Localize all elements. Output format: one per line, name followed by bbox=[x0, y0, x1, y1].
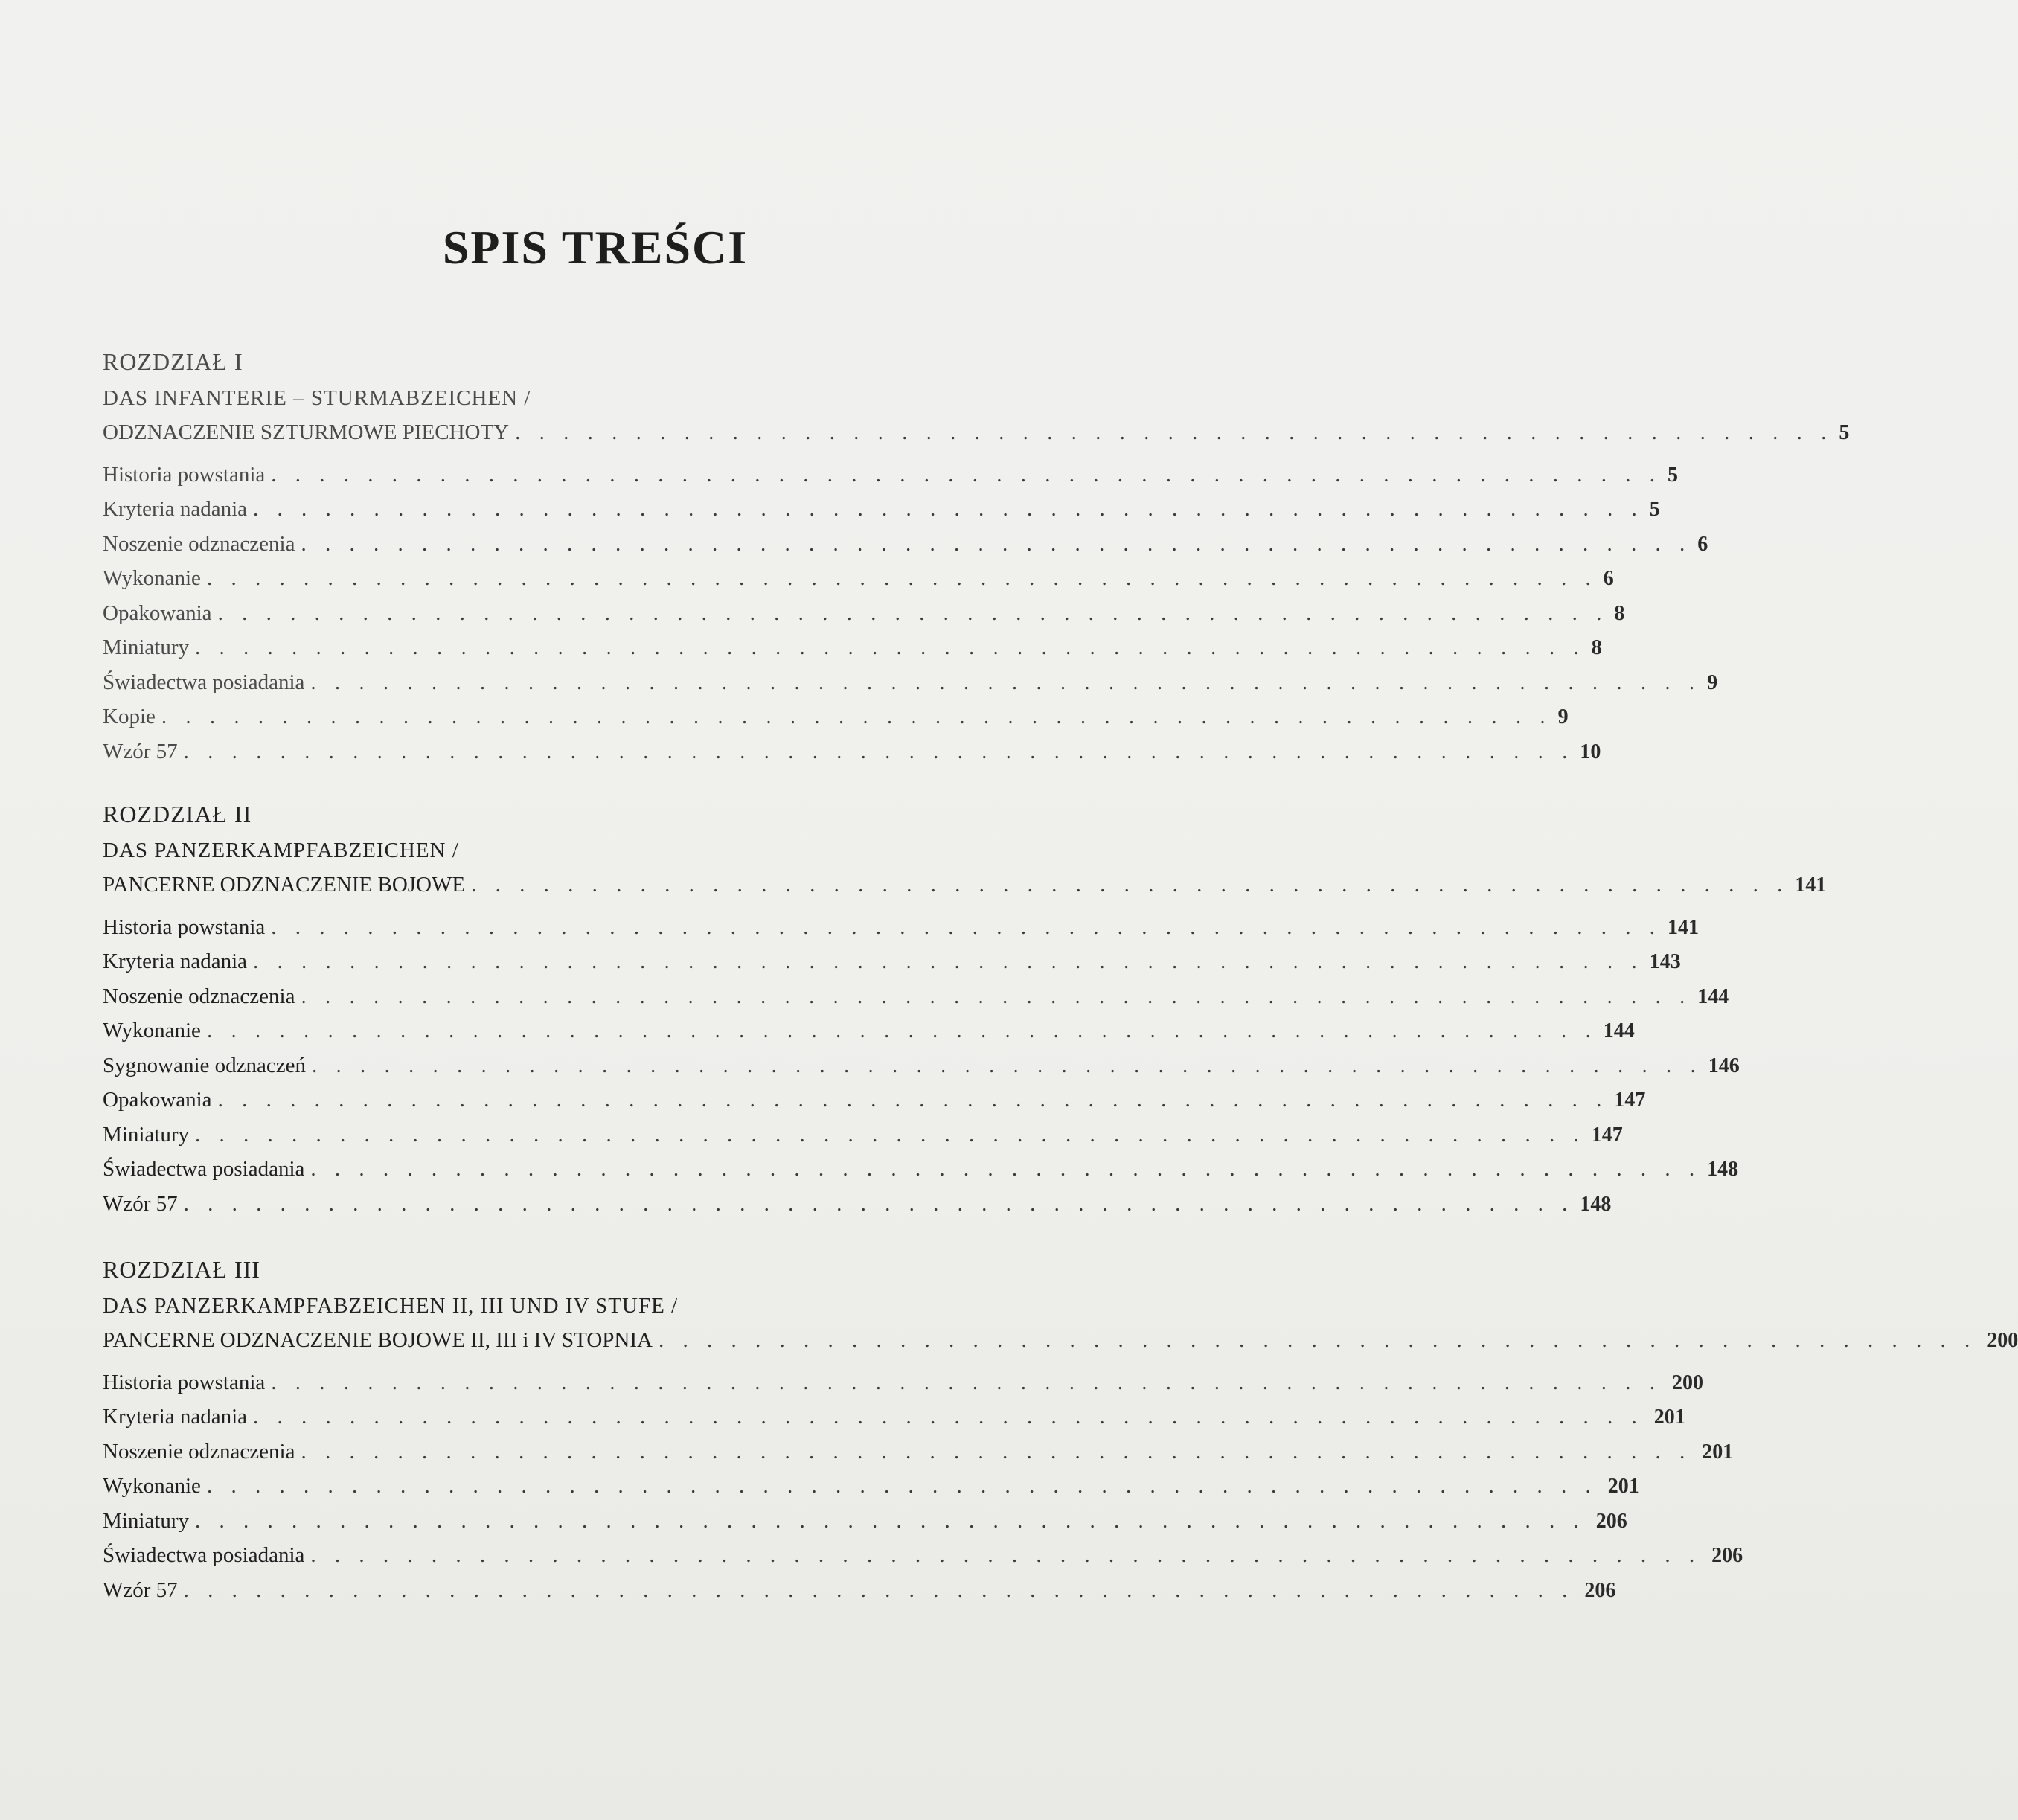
toc-entry-page-number: 201 bbox=[1702, 1440, 1734, 1464]
toc-entry-page-number: 5 bbox=[1668, 463, 1679, 487]
toc-entry bbox=[103, 1152, 1739, 1187]
entry-list bbox=[103, 1365, 1743, 1608]
toc-entry-label: Historia powstania bbox=[103, 462, 266, 487]
chapter-title-row bbox=[103, 415, 1850, 450]
toc-entry bbox=[103, 910, 1700, 945]
toc-entry bbox=[103, 699, 1569, 734]
chapter-title-line-1: DAS PANZERKAMPFABZEICHEN / bbox=[103, 839, 459, 862]
toc-entry bbox=[103, 1083, 1646, 1118]
toc-entry-page-number: 9 bbox=[1557, 705, 1569, 728]
toc-entry bbox=[103, 1013, 1635, 1048]
toc-entry-page-number: 147 bbox=[1591, 1123, 1623, 1147]
chapter-label: ROZDZIAŁ I bbox=[103, 348, 243, 375]
toc-entry bbox=[103, 979, 1729, 1014]
entry-list bbox=[103, 458, 1718, 769]
toc-entry-label: Sygnowanie odznaczeń bbox=[103, 1053, 306, 1077]
toc-entry bbox=[103, 1469, 1639, 1504]
toc-entry-label: Wzór 57 bbox=[103, 1577, 178, 1602]
chapter-section bbox=[103, 1250, 2018, 1607]
page-title: SPIS TREŚCI bbox=[442, 221, 749, 274]
toc-entry-page-number: 148 bbox=[1580, 1192, 1612, 1216]
toc-entry-label: Historia powstania bbox=[103, 914, 266, 939]
leader-dots: . . . . . . . . . . . . . . . . . . . . . . . . . . . . . . . . . . . . . . . . . . . . . . . . . . . . . . . . . . bbox=[206, 566, 1598, 590]
chapter-title-line-1: DAS INFANTERIE – STURMABZEICHEN / bbox=[103, 386, 531, 410]
leader-dots: . . . . . . . . . . . . . . . . . . . . . . . . . . . . . . . . . . . . . . . . . . . . . . . . . . . . . . . . . . bbox=[161, 705, 1552, 728]
toc-entry-label: Świadectwa posiadania bbox=[103, 1543, 305, 1567]
toc-entry bbox=[103, 734, 1601, 769]
toc-entry-label: Wzór 57 bbox=[103, 739, 178, 763]
leader-dots: . . . . . . . . . . . . . . . . . . . . . . . . . . . . . . . . . . . . . . . . . . . . . . . . . . . . . . . . . . bbox=[253, 949, 1644, 973]
toc-entry bbox=[103, 630, 1602, 665]
toc-entry-label: Miniatury bbox=[103, 1122, 189, 1147]
chapter-title-line-2: ODZNACZENIE SZTURMOWE PIECHOTY bbox=[103, 420, 510, 444]
leader-dots: . . . . . . . . . . . . . . . . . . . . . . . . . . . . . . . . . . . . . . . . . . . . . . . . . . . . . . . . . . bbox=[310, 670, 1702, 694]
leader-dots: . . . . . . . . . . . . . . . . . . . . . . . . . . . . . . . . . . . . . . . . . . . . . . . . . . . . . . . . . . bbox=[253, 1405, 1644, 1429]
toc-entry bbox=[103, 665, 1718, 700]
leader-dots: . . . . . . . . . . . . . . . . . . . . . . . . . . . . . . . . . . . . . . . . . . . . . . . . . . . . . . . . . . bbox=[301, 1439, 1692, 1464]
toc-entry-label: Świadectwa posiadania bbox=[103, 670, 305, 694]
leader-dots: . . . . . . . . . . . . . . . . . . . . . . . . . . . . . . . . . . . . . . . . . . . . . . . . . . . . . . . bbox=[658, 1328, 1977, 1352]
toc-entry bbox=[103, 596, 1625, 631]
toc-entry-label: Historia powstania bbox=[103, 1370, 266, 1394]
leader-dots: . . . . . . . . . . . . . . . . . . . . . . . . . . . . . . . . . . . . . . . . . . . . . . . . . . . . . . . . . . bbox=[183, 1577, 1575, 1602]
toc-entry-page-number: 201 bbox=[1607, 1475, 1639, 1498]
leader-dots: . . . . . . . . . . . . . . . . . . . . . . . . . . . . . . . . . . . . . . . . . . . . . . . . . . . . . . . . . . bbox=[217, 600, 1609, 625]
toc-entry-page-number: 146 bbox=[1708, 1054, 1740, 1077]
chapter-title-row bbox=[103, 1323, 2018, 1358]
leader-dots: . . . . . . . . . . . . . . . . . . . . . . . . . . . . . . . . . . . . . . . . . . . . . . . . . . . . . . . . . . bbox=[195, 1508, 1586, 1533]
toc-entry-page-number: 144 bbox=[1603, 1019, 1635, 1042]
toc-entry-page-number: 9 bbox=[1707, 670, 1718, 694]
toc-entry-page-number: 206 bbox=[1595, 1509, 1627, 1533]
leader-dots: . . . . . . . . . . . . . . . . . . . . . . . . . . . . . . . . . . . . . . . . . . . . . . . . . . . . . . . . . . bbox=[301, 531, 1692, 556]
chapter-page-number: 141 bbox=[1795, 874, 1827, 897]
toc-entry bbox=[103, 1187, 1612, 1222]
toc-entry-page-number: 206 bbox=[1584, 1578, 1616, 1602]
leader-dots: . . . . . . . . . . . . . . . . . . . . . . . . . . . . . . . . . . . . . . . . . . . . . . . . . . . . . . . . . . bbox=[310, 1543, 1702, 1567]
leader-dots: . . . . . . . . . . . . . . . . . . . . . . . . . . . . . . . . . . . . . . . . . . . . . . . . . . . . . . . bbox=[515, 420, 1833, 444]
toc-entry-label: Noszenie odznaczenia bbox=[103, 531, 295, 556]
toc-entry-label: Kryteria nadania bbox=[103, 949, 248, 973]
toc-entry bbox=[103, 458, 1679, 493]
toc-entry-label: Wykonanie bbox=[103, 566, 201, 590]
toc-entry-page-number: 201 bbox=[1653, 1406, 1685, 1429]
toc-entry-page-number: 8 bbox=[1591, 636, 1602, 659]
toc-entry-page-number: 141 bbox=[1668, 915, 1700, 939]
leader-dots: . . . . . . . . . . . . . . . . . . . . . . . . . . . . . . . . . . . . . . . . . . . . . . . . . . . . . . . . . . bbox=[301, 984, 1692, 1008]
toc-entry-page-number: 143 bbox=[1649, 950, 1681, 973]
toc-entry-page-number: 144 bbox=[1697, 984, 1729, 1008]
toc-entry-label: Wykonanie bbox=[103, 1019, 201, 1042]
toc-entry bbox=[103, 561, 1614, 596]
chapter-section bbox=[103, 342, 1850, 769]
leader-dots: . . . . . . . . . . . . . . . . . . . . . . . . . . . . . . . . . . . . . . . . . . . . . . . . . . . . . . . bbox=[471, 873, 1790, 897]
toc-entry bbox=[103, 944, 1681, 979]
toc-entry-label: Noszenie odznaczenia bbox=[103, 984, 295, 1008]
chapter-title-line-1: DAS PANZERKAMPFABZEICHEN II, III UND IV STUFE / bbox=[103, 1294, 679, 1318]
chapter-page-number: 5 bbox=[1839, 421, 1850, 444]
toc-entry bbox=[103, 1538, 1743, 1573]
leader-dots: . . . . . . . . . . . . . . . . . . . . . . . . . . . . . . . . . . . . . . . . . . . . . . . . . . . . . . . . . . bbox=[310, 1157, 1702, 1181]
chapter-title-line-2: PANCERNE ODZNACZENIE BOJOWE bbox=[103, 873, 466, 897]
toc-entry-label: Kryteria nadania bbox=[103, 497, 248, 521]
toc-entry bbox=[103, 1573, 1616, 1608]
chapter-label: ROZDZIAŁ II bbox=[103, 801, 252, 827]
leader-dots: . . . . . . . . . . . . . . . . . . . . . . . . . . . . . . . . . . . . . . . . . . . . . . . . . . . . . . . . . . bbox=[271, 1370, 1662, 1394]
toc-entry-label: Kopie bbox=[103, 705, 156, 728]
toc-entry-page-number: 148 bbox=[1707, 1158, 1739, 1181]
toc-entry-label: Kryteria nadania bbox=[103, 1405, 248, 1429]
toc-entry bbox=[103, 492, 1660, 527]
leader-dots: . . . . . . . . . . . . . . . . . . . . . . . . . . . . . . . . . . . . . . . . . . . . . . . . . . . . . . . . . . bbox=[183, 1191, 1575, 1216]
leader-dots: . . . . . . . . . . . . . . . . . . . . . . . . . . . . . . . . . . . . . . . . . . . . . . . . . . . . . . . . . . bbox=[253, 497, 1644, 521]
toc-entry-page-number: 147 bbox=[1614, 1089, 1646, 1112]
toc-entry bbox=[103, 1435, 1734, 1470]
toc-entry-label: Miniatury bbox=[103, 635, 189, 659]
leader-dots: . . . . . . . . . . . . . . . . . . . . . . . . . . . . . . . . . . . . . . . . . . . . . . . . . . . . . . . . . . bbox=[271, 914, 1662, 939]
leader-dots: . . . . . . . . . . . . . . . . . . . . . . . . . . . . . . . . . . . . . . . . . . . . . . . . . . . . . . . . . . bbox=[183, 739, 1575, 763]
toc-entry-page-number: 200 bbox=[1672, 1371, 1704, 1394]
toc-entry-page-number: 6 bbox=[1603, 567, 1614, 590]
leader-dots: . . . . . . . . . . . . . . . . . . . . . . . . . . . . . . . . . . . . . . . . . . . . . . . . . . . . . . . . . . bbox=[311, 1053, 1703, 1077]
toc-entry-label: Świadectwa posiadania bbox=[103, 1157, 305, 1181]
toc-entry-label: Opakowania bbox=[103, 600, 212, 625]
chapter-label: ROZDZIAŁ III bbox=[103, 1256, 260, 1283]
leader-dots: . . . . . . . . . . . . . . . . . . . . . . . . . . . . . . . . . . . . . . . . . . . . . . . . . . . . . . . . . . bbox=[206, 1474, 1598, 1498]
toc-entry-page-number: 5 bbox=[1649, 498, 1660, 521]
toc-entry bbox=[103, 1365, 1704, 1400]
toc-entry-label: Wzór 57 bbox=[103, 1191, 178, 1216]
toc-entry-label: Opakowania bbox=[103, 1088, 212, 1112]
toc-entry bbox=[103, 1400, 1685, 1435]
leader-dots: . . . . . . . . . . . . . . . . . . . . . . . . . . . . . . . . . . . . . . . . . . . . . . . . . . . . . . . . . . bbox=[271, 462, 1662, 487]
leader-dots: . . . . . . . . . . . . . . . . . . . . . . . . . . . . . . . . . . . . . . . . . . . . . . . . . . . . . . . . . . bbox=[195, 1122, 1586, 1147]
toc-entry-label: Wykonanie bbox=[103, 1474, 201, 1498]
toc-entry-label: Noszenie odznaczenia bbox=[103, 1439, 295, 1464]
toc-entry-page-number: 8 bbox=[1614, 601, 1625, 625]
leader-dots: . . . . . . . . . . . . . . . . . . . . . . . . . . . . . . . . . . . . . . . . . . . . . . . . . . . . . . . . . . bbox=[206, 1019, 1598, 1042]
chapter-section bbox=[103, 795, 1827, 1221]
leader-dots: . . . . . . . . . . . . . . . . . . . . . . . . . . . . . . . . . . . . . . . . . . . . . . . . . . . . . . . . . . bbox=[195, 635, 1586, 659]
leader-dots: . . . . . . . . . . . . . . . . . . . . . . . . . . . . . . . . . . . . . . . . . . . . . . . . . . . . . . . . . . bbox=[217, 1088, 1609, 1112]
chapter-title-row bbox=[103, 868, 1827, 903]
toc-entry-label: Miniatury bbox=[103, 1508, 189, 1533]
toc-entry bbox=[103, 1504, 1627, 1539]
chapter-title-line-2: PANCERNE ODZNACZENIE BOJOWE II, III i IV STOPNIA bbox=[103, 1328, 653, 1352]
toc-entry bbox=[103, 527, 1708, 562]
toc-entry-page-number: 206 bbox=[1711, 1544, 1743, 1567]
toc-entry-page-number: 6 bbox=[1697, 532, 1708, 556]
toc-entry bbox=[103, 1048, 1740, 1083]
chapter-page-number: 200 bbox=[1987, 1329, 2018, 1352]
entry-list bbox=[103, 910, 1740, 1222]
toc-entry-page-number: 10 bbox=[1580, 740, 1601, 763]
toc-entry bbox=[103, 1118, 1623, 1153]
